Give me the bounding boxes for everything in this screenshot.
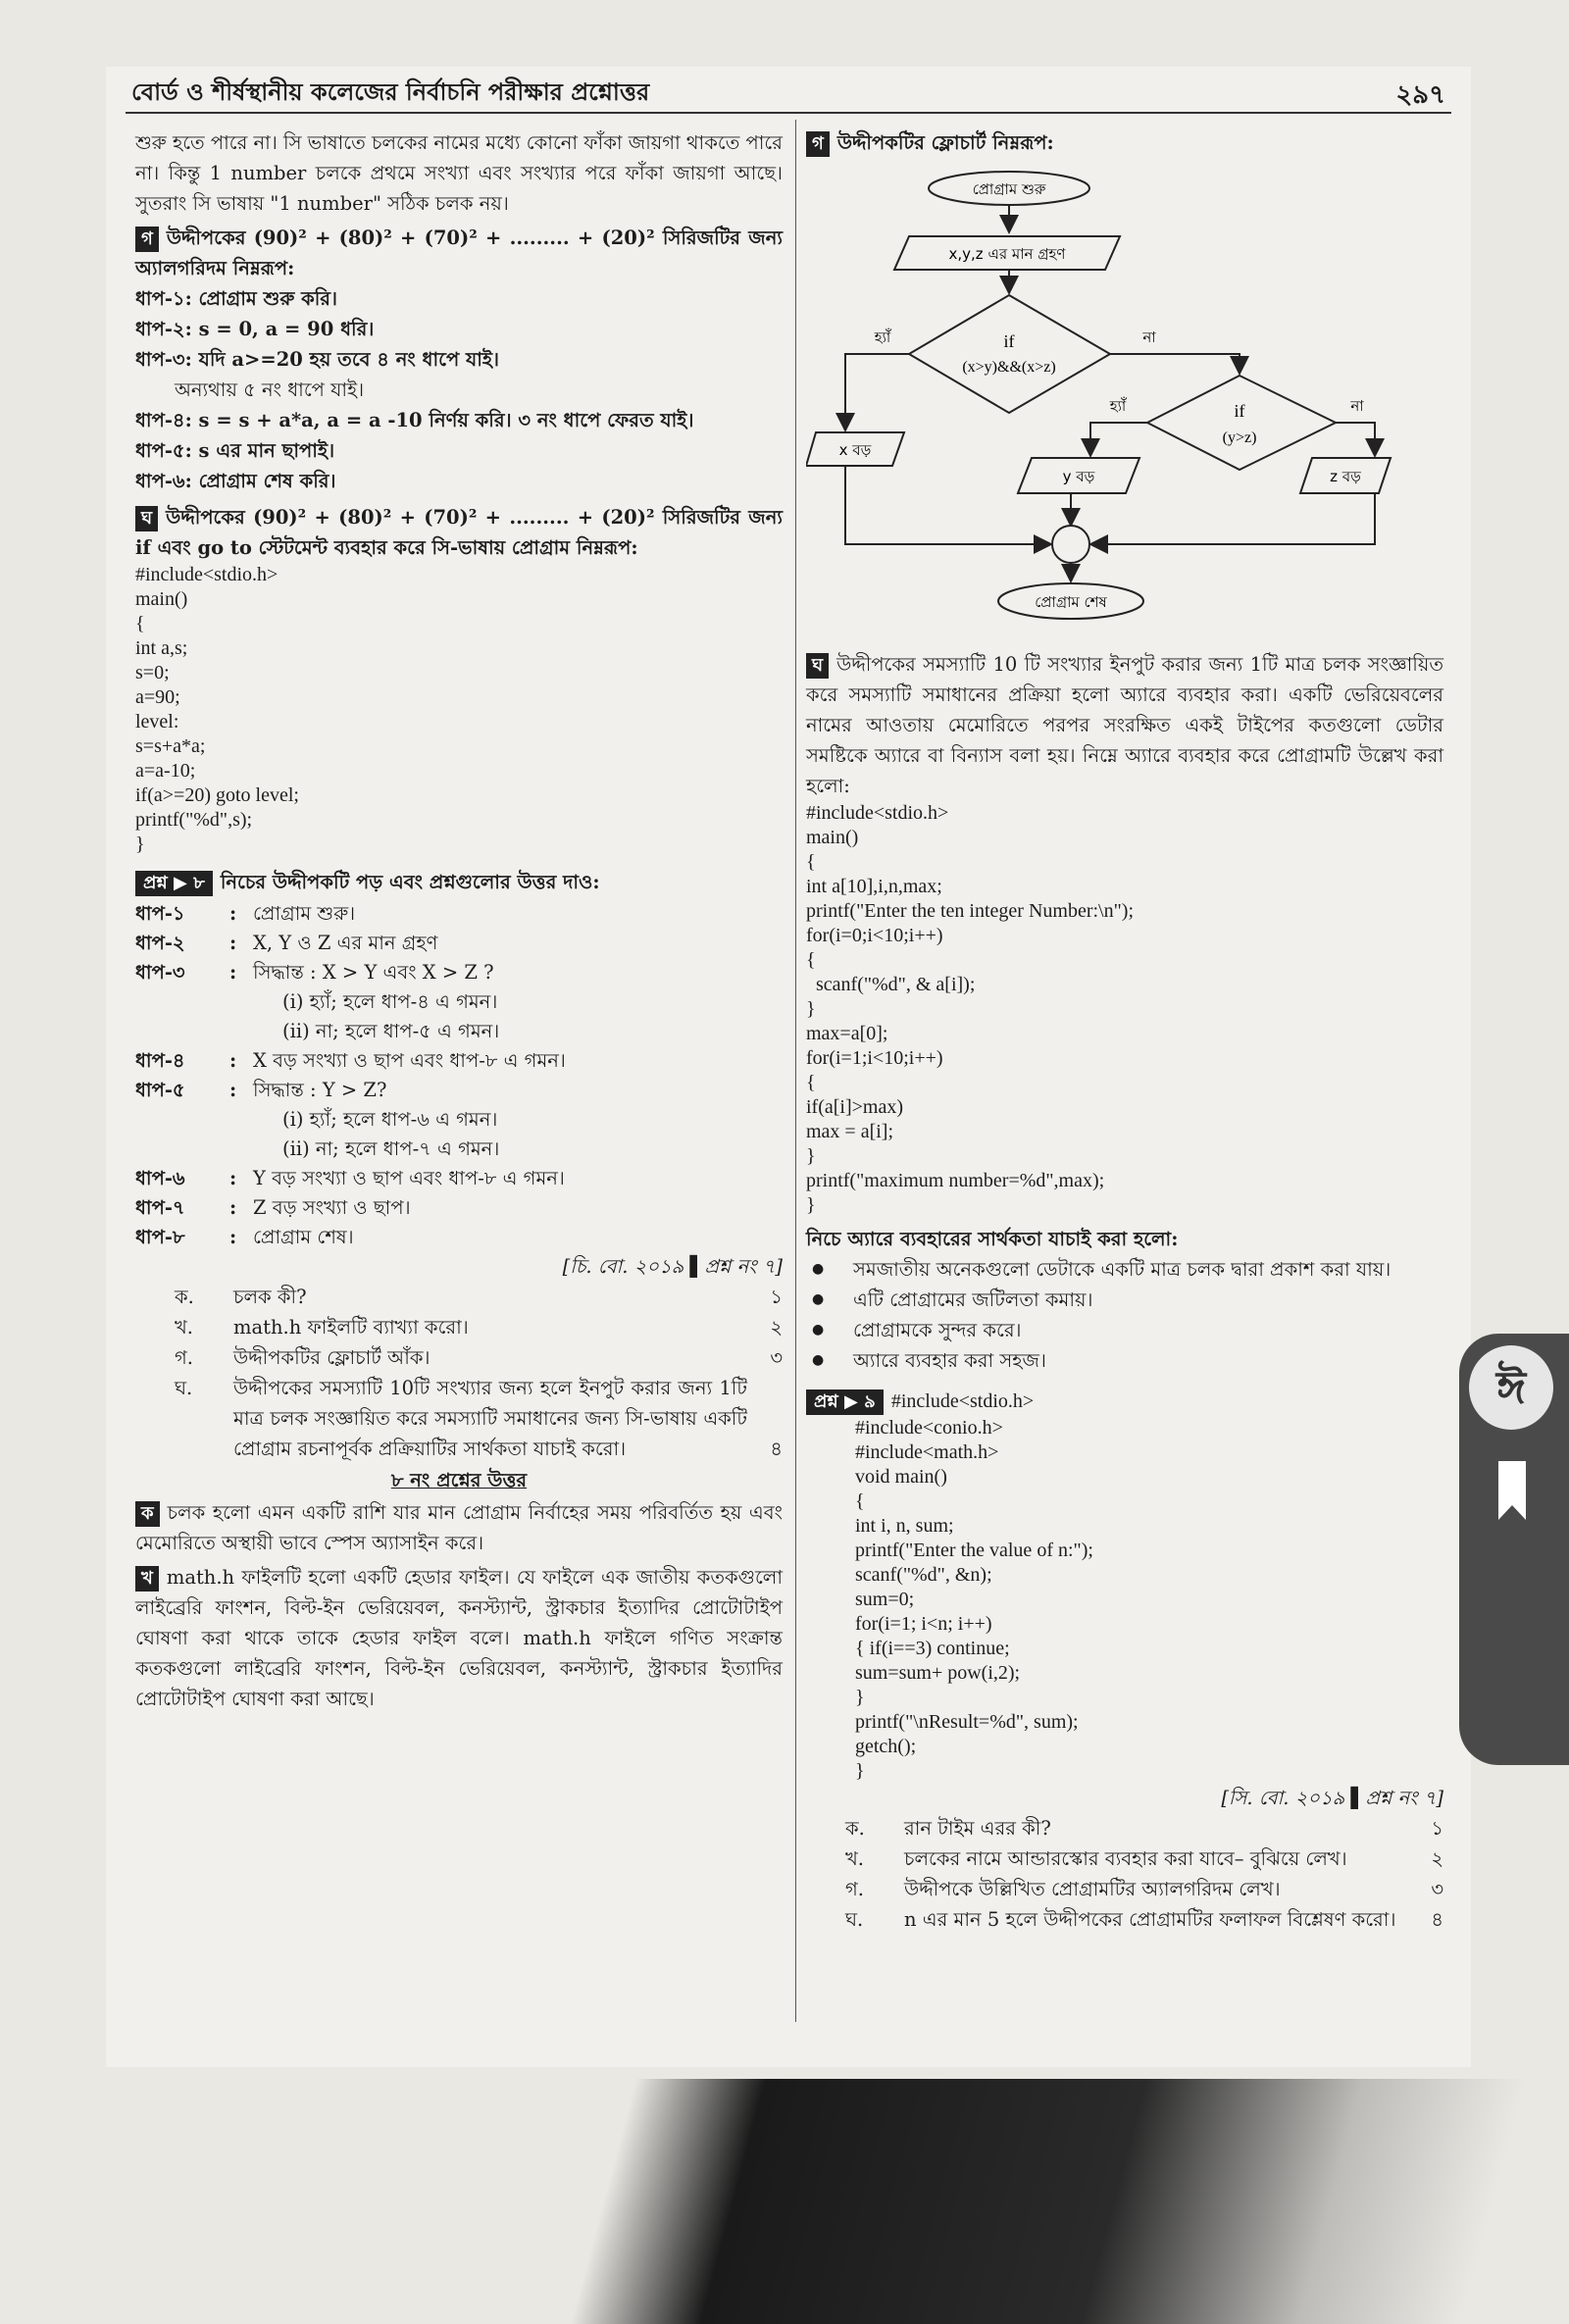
subq-label: ক. <box>175 1286 194 1308</box>
step-row <box>135 1076 783 1105</box>
subq-label: ঘ. <box>175 1377 193 1399</box>
step-text: X বড় সংখ্যা ও ছাপ এবং ধাপ-৮ এ গমন। <box>253 1049 566 1072</box>
step-row <box>135 958 783 987</box>
subq-label: খ. <box>845 1847 865 1870</box>
step-row <box>135 899 783 929</box>
question-9-source: [সি. বো. ২০১৯ ▌প্রশ্ন নং ৭] <box>1221 1787 1443 1809</box>
step-text: প্রোগ্রাম শুরু। <box>253 902 356 925</box>
flow-arrow <box>1090 423 1147 456</box>
algo-step: ধাপ-২: s = 0, a = 90 ধরি। <box>135 318 375 340</box>
side-thumb-tab <box>1459 1334 1569 1765</box>
subq-text: চলকের নামে আন্ডারস্কোর ব্যবহার করা যাবে– বুঝিয়ে লেখ। <box>904 1847 1347 1870</box>
algo-step: অন্যথায় ৫ নং ধাপে যাই। <box>175 379 365 401</box>
flow-arrow <box>845 354 909 430</box>
subq-mark: ১ <box>770 1286 783 1308</box>
code-block-series: #include<stdio.h> main() { int a,s; s=0; a=90; level: s=s+a*a; a=a-10; if(a>=20) goto level; printf("%d",s); } <box>135 564 299 855</box>
step-colon: : <box>229 1049 237 1072</box>
question-9-head <box>806 1386 1443 1416</box>
step-label: ধাপ-৪ <box>135 1049 185 1072</box>
step-colon: : <box>229 1167 237 1189</box>
subq-mark: ৩ <box>1431 1878 1443 1900</box>
subq-text: রান টাইম এরর কী? <box>904 1817 1051 1840</box>
subq-mark: ২ <box>1431 1847 1443 1870</box>
subq-text: চলক কী? <box>233 1286 307 1308</box>
flow-arrow <box>1336 423 1375 456</box>
answer-ka-block <box>135 1497 783 1558</box>
header-title: বোর্ড ও শীর্ষস্থানীয় কলেজের নির্বাচনি পরীক্ষার প্রশ্নোত্তর <box>131 78 650 106</box>
bookmark-icon <box>1498 1461 1526 1520</box>
algo-step: ধাপ-৫: s এর মান ছাপাই। <box>135 439 335 462</box>
step-row <box>135 1046 783 1076</box>
code-block-array: #include<stdio.h> main() { int a[10],i,n,max; printf("Enter the ten integer Number:\n"); for(i=0;i<10;i++) { scanf("%d", & a[i]); } max=a[0]; for(i=1;i<10;i++) { if(a[i]>max) max = a[i]; } printf("maximum number=%d",max); } <box>806 802 1134 1216</box>
answer-ka-tag: ক <box>135 1501 160 1527</box>
intro-paragraph: শুরু হতে পারে না। সি ভাষাতে চলকের নামের মধ্যে কোনো ফাঁকা জায়গা থাকতে পারে না। কিন্তু 1 number চলকে প্রথমে সংখ্যা এবং সংখ্যার পরে ফাঁকা জায়গা আছে। সুতরাং সি ভাষায় "1 number" সঠিক চলক নয়। <box>135 131 783 215</box>
book-logo-icon: ঈ <box>1469 1345 1553 1430</box>
flow-yes-label: হ্যাঁ <box>874 328 891 346</box>
subq-text: n এর মান 5 হলে উদ্দীপকের প্রোগ্রামটির ফলাফল বিশ্লেষণ করো। <box>904 1908 1396 1931</box>
step-label: ধাপ-১ <box>135 902 185 925</box>
answer-ga-text: উদ্দীপকের (90)² + (80)² + (70)² + ......... + (20)² সিরিজটির জন্য অ্যালগরিদম নিম্নরূপ: <box>135 227 783 279</box>
flow-input-label: x,y,z এর মান গ্রহণ <box>948 245 1066 263</box>
step-label: ধাপ-৮ <box>135 1226 185 1248</box>
list-item: ● অ্যারে ব্যবহার করা সহজ। <box>806 1345 1443 1376</box>
question-9-subquestions <box>806 1813 1443 1935</box>
algorithm-steps <box>135 283 783 496</box>
step-colon: : <box>229 1226 237 1248</box>
question-8-subquestions <box>135 1282 783 1464</box>
flow-decision-1-top: if <box>1003 331 1015 351</box>
flow-decision-2-bottom: (y>z) <box>1222 429 1257 446</box>
answer-gha-block <box>135 502 783 563</box>
answer-gha-tag: ঘ <box>806 653 829 679</box>
algo-step: ধাপ-১: প্রোগ্রাম শুরু করি। <box>135 287 338 310</box>
answer-ka-text: চলক হলো এমন একটি রাশি যার মান প্রোগ্রাম নির্বাহের সময় পরিবর্তিত হয় এবং মেমোরিতে অস্থায়ী ভাবে স্পেস অ্যাসাইন করে। <box>135 1501 783 1554</box>
column-divider <box>795 120 796 2022</box>
flow-decision-1 <box>909 295 1110 413</box>
subq-text: উদ্দীপকের সমস্যাটি 10টি সংখ্যার জন্য হলে ইনপুট করার জন্য 1টি মাত্র চলক সংজ্ঞায়িত করে সমস্যাটি সমাধানের জন্য সি-ভাষায় একটি প্রোগ্রাম রচনাপূর্বক প্রক্রিয়াটির সার্থকতা যাচাই করো। <box>233 1377 747 1460</box>
subq-label: খ. <box>175 1316 194 1339</box>
step-text: সিদ্ধান্ত : Y > Z? <box>253 1079 387 1101</box>
step-sub: (i) হ্যাঁ; হলে ধাপ-৪ এ গমন। <box>282 990 498 1013</box>
subquestion <box>135 1342 783 1373</box>
step-label: ধাপ-৫ <box>135 1079 185 1101</box>
algo-step: ধাপ-৩: যদি a>=20 হয় তবে ৪ নং ধাপে যাই। <box>135 348 500 371</box>
subquestion <box>806 1844 1443 1874</box>
answer-ga-block <box>135 223 783 283</box>
answer-ga-tag: গ <box>135 227 159 252</box>
step-text: X, Y ও Z এর মান গ্রহণ <box>253 932 438 954</box>
subq-label: ঘ. <box>845 1908 864 1931</box>
step-row <box>135 1223 783 1252</box>
step-row <box>135 929 783 958</box>
page-number: ২৯৭ <box>1395 80 1445 110</box>
question-8-intro-text: নিচের উদ্দীপকটি পড় এবং প্রশ্নগুলোর উত্তর দাও: <box>220 871 600 893</box>
flow-end-label: প্রোগ্রাম শেষ <box>1035 593 1107 611</box>
subq-text: উদ্দীপকটির ফ্লোচার্ট আঁক। <box>233 1346 430 1369</box>
subq-text: উদ্দীপকে উল্লিখিত প্রোগ্রামটির অ্যালগরিদম লেখ। <box>904 1878 1281 1900</box>
flow-yes-label: হ্যাঁ <box>1109 397 1127 415</box>
step-sub: (ii) না; হলে ধাপ-৫ এ গমন। <box>282 1020 500 1042</box>
flowchart <box>806 166 1394 627</box>
flow-arrow <box>1110 354 1240 374</box>
flow-output-x-label: x বড় <box>838 441 872 459</box>
algo-step: ধাপ-৪: s = s + a*a, a = a -10 নির্ণয় করি। ৩ নং ধাপে ফেরত যাই। <box>135 409 694 431</box>
question-9-code-first: #include<stdio.h> <box>890 1390 1035 1412</box>
flow-connector <box>1052 526 1089 563</box>
scan-shadow <box>549 2079 1569 2324</box>
subq-label: গ. <box>175 1346 193 1369</box>
step-label: ধাপ-৬ <box>135 1167 185 1189</box>
answer-gha-text: উদ্দীপকের সমস্যাটি 10 টি সংখ্যার ইনপুট করার জন্য 1টি মাত্র চলক সংজ্ঞায়িত করে সমস্যাটি সমাধানের প্রক্রিয়া হলো অ্যারে ব্যবহার করা। একটি ভেরিয়েবলের নামের আওতায় মেমোরিতে পরপর সংরক্ষিত একই টাইপের কতগুলো ডেটার সমষ্টিকে অ্যারে বা বিন্যাস বলা হয়। নিম্নে অ্যারে ব্যবহার করে প্রোগ্রামটি উল্লেখ করা হলো: <box>806 653 1443 797</box>
algo-step: ধাপ-৬: প্রোগ্রাম শেষ করি। <box>135 470 336 492</box>
answer-kha-text: math.h ফাইলটি হলো একটি হেডার ফাইল। যে ফাইলে এক জাতীয় কতকগুলো লাইব্রেরি ফাংশন, বিল্ট-ইন ভেরিয়েবল, কনস্ট্যান্ট, স্ট্রাকচার ইত্যাদির প্রোটোটাইপ ঘোষণা করা থাকে তাকে হেডার ফাইল বলে। math.h ফাইলে গণিত সংক্রান্ত কতকগুলো লাইব্রেরি ফাংশন, বিল্ট-ইন ভেরিয়েবল, কনস্ট্যান্ট, স্ট্রাকচার ইত্যাদির প্রোটোটাইপ ঘোষণা করা আছে। <box>135 1566 783 1710</box>
right-column <box>806 127 1443 1935</box>
step-sub: (i) হ্যাঁ; হলে ধাপ-৬ এ গমন। <box>282 1108 498 1131</box>
step-colon: : <box>229 1196 237 1219</box>
flow-arrow <box>845 466 1051 544</box>
question-8-tag: প্রশ্ন ▶ ৮ <box>135 871 213 896</box>
question-9-tag: প্রশ্ন ▶ ৯ <box>806 1389 884 1415</box>
step-label: ধাপ-৩ <box>135 961 185 984</box>
list-item: ● প্রোগ্রামকে সুন্দর করে। <box>806 1315 1443 1345</box>
subquestion <box>806 1904 1443 1935</box>
step-label: ধাপ-৭ <box>135 1196 185 1219</box>
answer-gha-text: উদ্দীপকের (90)² + (80)² + (70)² + ......... + (20)² সিরিজটির জন্য if এবং go to স্টেটমেন্ট ব্যবহার করে সি-ভাষায় প্রোগ্রাম নিম্নরূপ: <box>135 506 783 559</box>
answer-ga-flow-block <box>806 127 1443 158</box>
answer-gha-array-block <box>806 649 1443 801</box>
flow-no-label: না <box>1142 328 1156 346</box>
flow-decision-2 <box>1147 376 1336 470</box>
list-item: ● এটি প্রোগ্রামের জটিলতা কমায়। <box>806 1285 1443 1315</box>
usefulness-list <box>806 1254 1443 1376</box>
answer-heading: ৮ নং প্রশ্নের উত্তর <box>390 1469 528 1491</box>
step-colon: : <box>229 961 237 984</box>
answer-gha-tag: ঘ <box>135 506 158 531</box>
step-text: Z বড় সংখ্যা ও ছাপ। <box>253 1196 411 1219</box>
subq-mark: ৪ <box>770 1438 783 1460</box>
list-item: ● সমজাতীয় অনেকগুলো ডেটাকে একটি মাত্র চলক দ্বারা প্রকাশ করা যায়। <box>806 1254 1443 1285</box>
usefulness-title: নিচে অ্যারে ব্যবহারের সার্থকতা যাচাই করা হলো: <box>806 1228 1179 1250</box>
subq-mark: ৪ <box>1431 1908 1443 1931</box>
subq-mark: ২ <box>770 1316 783 1339</box>
subq-mark: ৩ <box>770 1346 783 1369</box>
code-block-question-9: #include<conio.h> #include<math.h> void main() { int i, n, sum; printf("Enter the value of n:"); scanf("%d", &n); sum=0; for(i=1; i<n; i++) { if(i==3) continue; sum=sum+ pow(i,2); } printf("\nResult=%d", sum); getch(); } <box>855 1417 1093 1782</box>
question-8-source: [চি. বো. ২০১৯ ▌প্রশ্ন নং ৭] <box>562 1255 783 1278</box>
answer-kha-block <box>135 1562 783 1714</box>
subq-label: গ. <box>845 1878 864 1900</box>
step-colon: : <box>229 932 237 954</box>
step-row <box>135 1193 783 1223</box>
step-sub: (ii) না; হলে ধাপ-৭ এ গমন। <box>282 1137 500 1160</box>
flow-decision-1-bottom: (x>y)&&(x>z) <box>962 359 1056 376</box>
subquestion <box>806 1874 1443 1904</box>
subq-mark: ১ <box>1431 1817 1443 1840</box>
subq-label: ক. <box>845 1817 865 1840</box>
step-colon: : <box>229 1079 237 1101</box>
page-header <box>126 73 1451 114</box>
left-column <box>135 127 783 1714</box>
subquestion <box>135 1282 783 1312</box>
step-colon: : <box>229 902 237 925</box>
subq-text: math.h ফাইলটি ব্যাখ্যা করো। <box>233 1316 469 1339</box>
step-text: প্রোগ্রাম শেষ। <box>253 1226 354 1248</box>
answer-kha-tag: খ <box>135 1566 159 1591</box>
flow-output-y-label: y বড় <box>1062 468 1095 485</box>
subquestion <box>135 1373 783 1464</box>
question-8-intro <box>135 867 783 897</box>
step-text: Y বড় সংখ্যা ও ছাপ এবং ধাপ-৮ এ গমন। <box>253 1167 565 1189</box>
flow-decision-2-top: if <box>1234 401 1245 421</box>
step-label: ধাপ-২ <box>135 932 185 954</box>
flow-no-label: না <box>1350 397 1364 415</box>
flow-start-label: প্রোগ্রাম শুরু <box>972 180 1046 198</box>
flow-arrow <box>1090 493 1375 544</box>
answer-ga-text: উদ্দীপকটির ফ্লোচার্ট নিম্নরূপ: <box>836 131 1054 154</box>
flow-output-z-label: z বড় <box>1330 468 1361 485</box>
question-8-steps <box>135 899 783 1252</box>
answer-ga-tag: গ <box>806 131 830 157</box>
step-row <box>135 1164 783 1193</box>
subquestion <box>135 1312 783 1342</box>
subquestion <box>806 1813 1443 1844</box>
step-text: সিদ্ধান্ত : X > Y এবং X > Z ? <box>253 961 494 984</box>
